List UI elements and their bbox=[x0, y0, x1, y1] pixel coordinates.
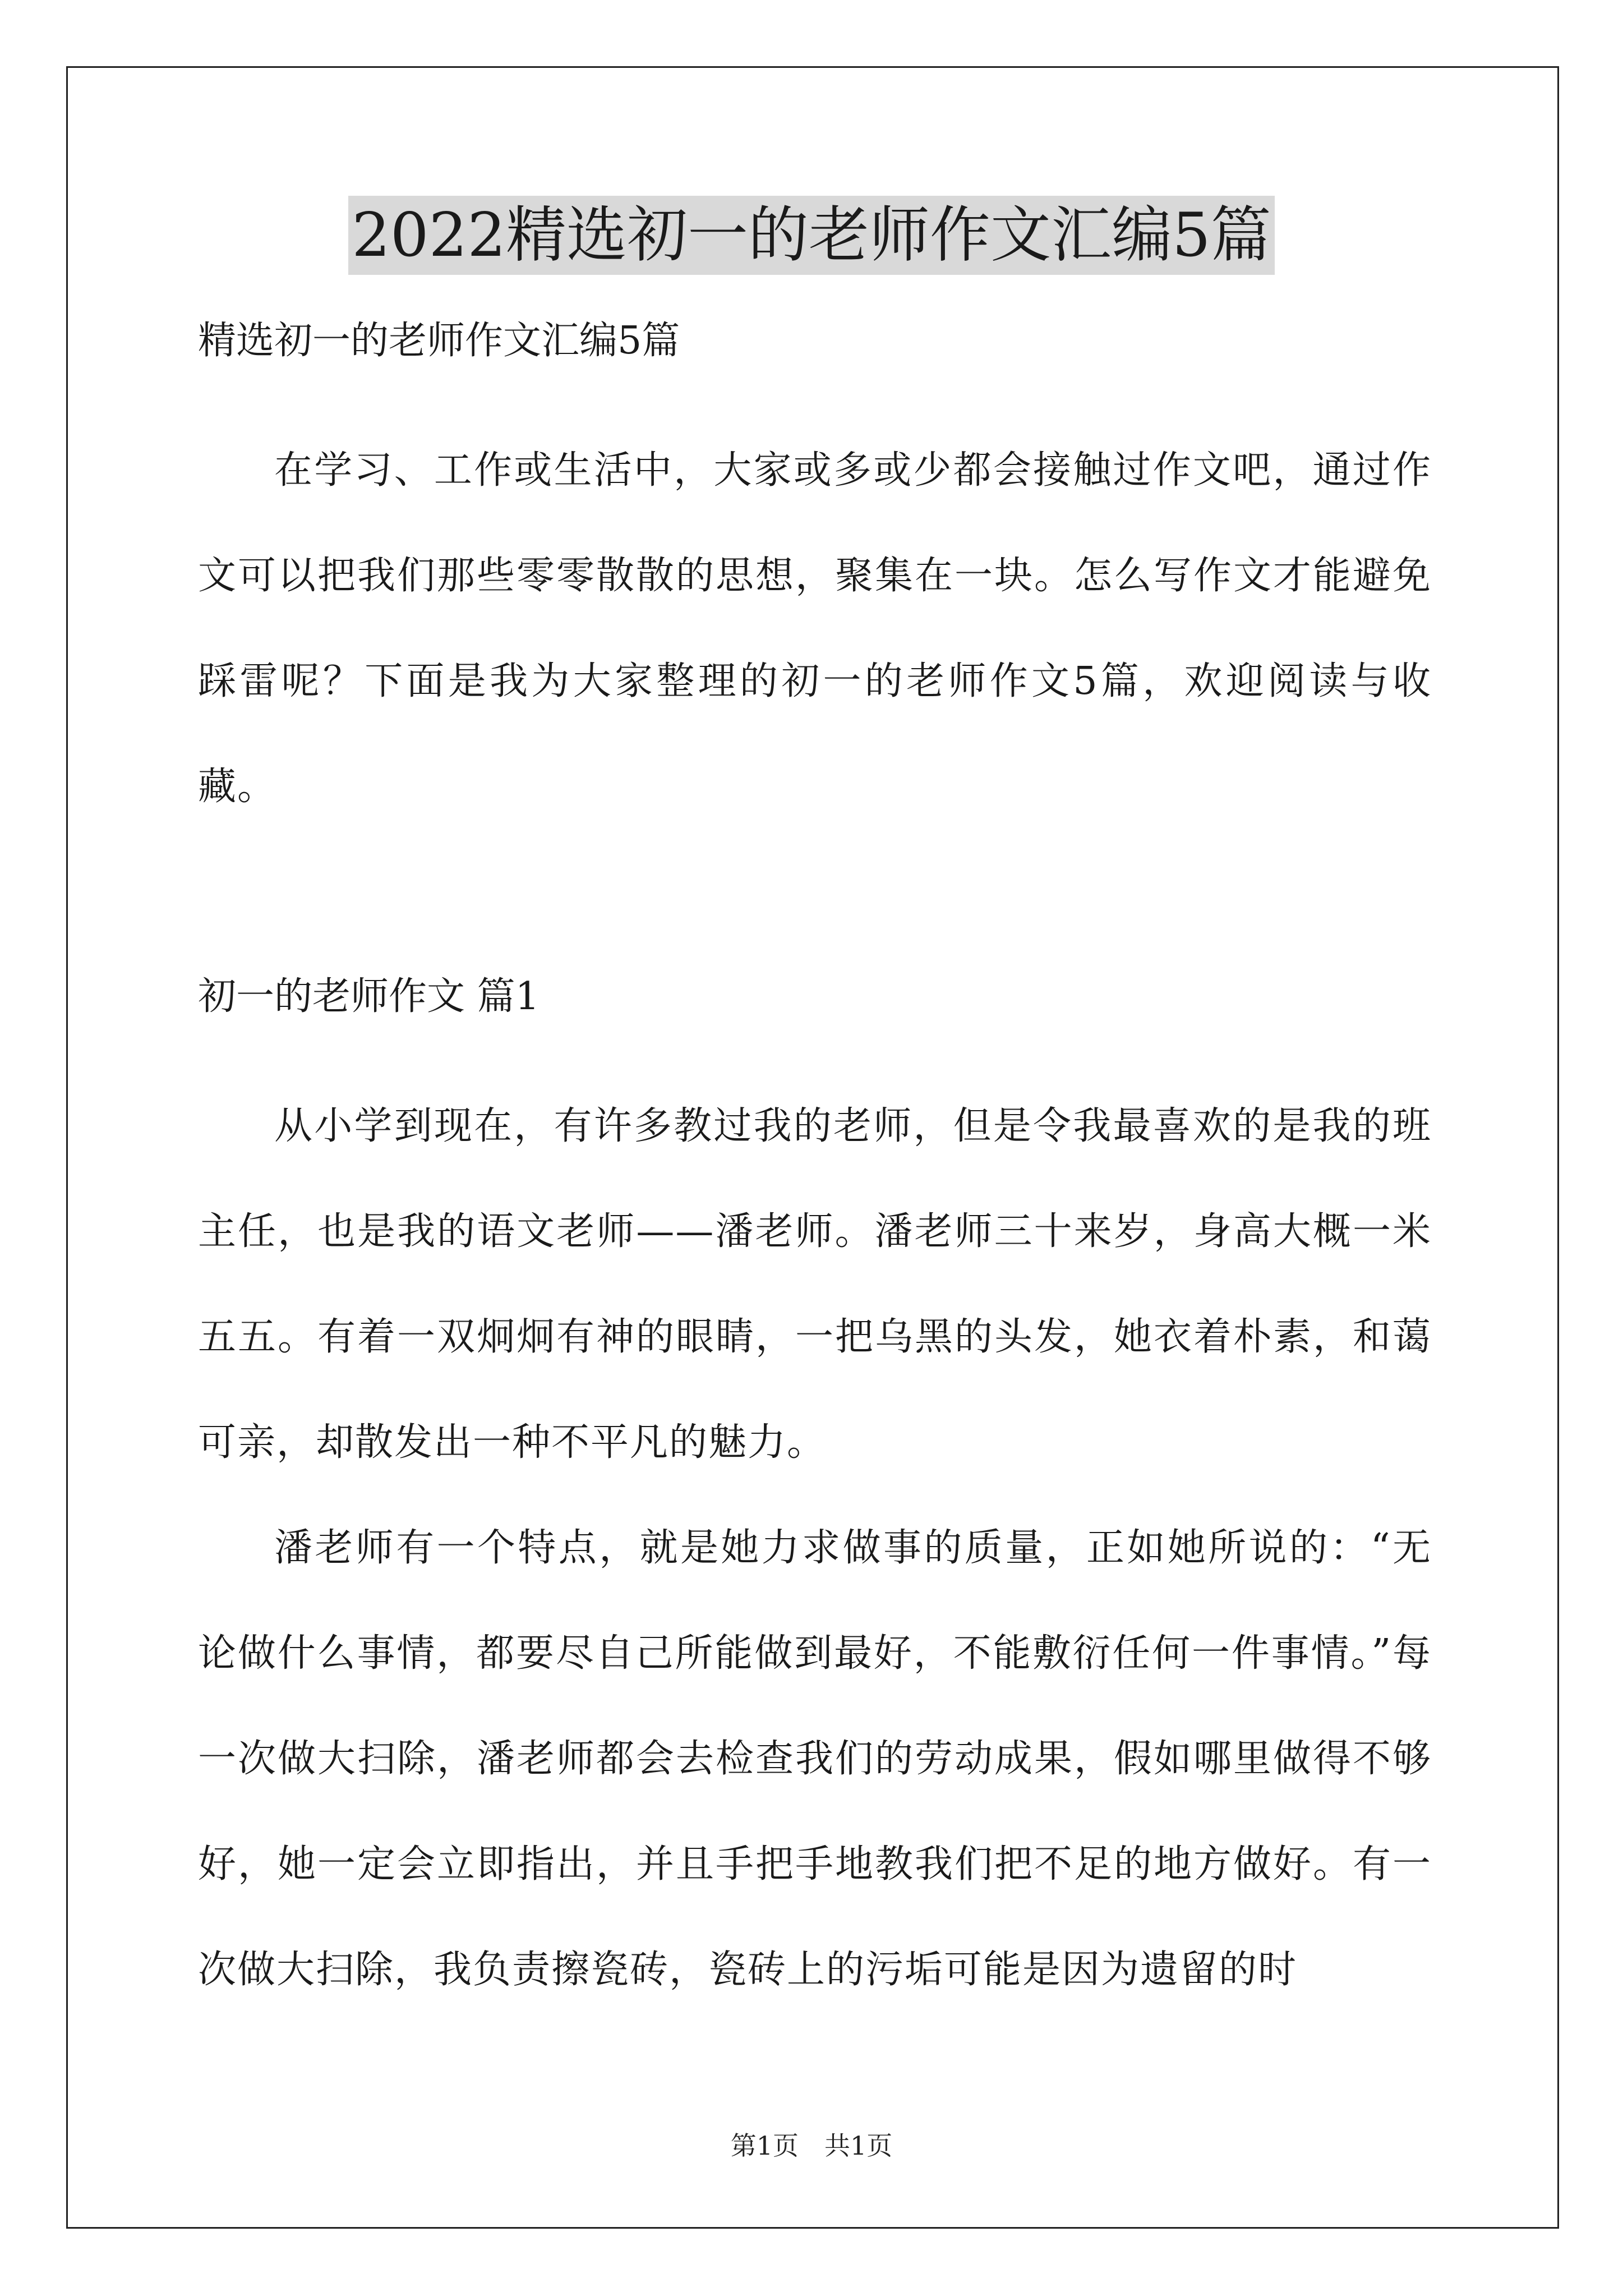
document-subtitle: 精选初一的老师作文汇编5篇 bbox=[198, 319, 680, 363]
page-number: 第1页 bbox=[730, 2131, 799, 2161]
section-paragraph-2: 潘老师有一个特点，就是她力求做事的质量，正如她所说的：“无论做什么事情，都要尽自己所能做到最好，不能敷衍任何一件事情。”每一次做大扫除，潘老师都会去检查我们的劳动成果，假如哪里做得不够好，她一定会立即指出，并且手把手地教我们把不足的地方做好。有一次做大扫除，我负责擦瓷砖，瓷砖上的污垢可能是因为遗留的时 bbox=[198, 1526, 1432, 1992]
document-body bbox=[198, 314, 1432, 2023]
intro-paragraph: 在学习、工作或生活中，大家或多或少都会接触过作文吧，通过作文可以把我们那些零零散散的思想，聚集在一块。怎么写作文才能避免踩雷呢？下面是我为大家整理的初一的老师作文5篇，欢迎阅读与收藏。 bbox=[198, 448, 1432, 809]
section-heading: 初一的老师作文 篇1 bbox=[198, 974, 540, 1019]
page-footer bbox=[0, 2129, 1623, 2162]
page-total: 共1页 bbox=[824, 2131, 893, 2161]
document-title-text: 2022精选初一的老师作文汇编5篇 bbox=[348, 196, 1275, 275]
section-paragraph-1: 从小学到现在，有许多教过我的老师，但是令我最喜欢的是我的班主任，也是我的语文老师——潘老师。潘老师三十来岁，身高大概一米五五。有着一双炯炯有神的眼睛，一把乌黑的头发，她衣着朴素，和蔼可亲，却散发出一种不平凡的魅力。 bbox=[198, 1104, 1432, 1465]
document-title bbox=[0, 194, 1623, 278]
